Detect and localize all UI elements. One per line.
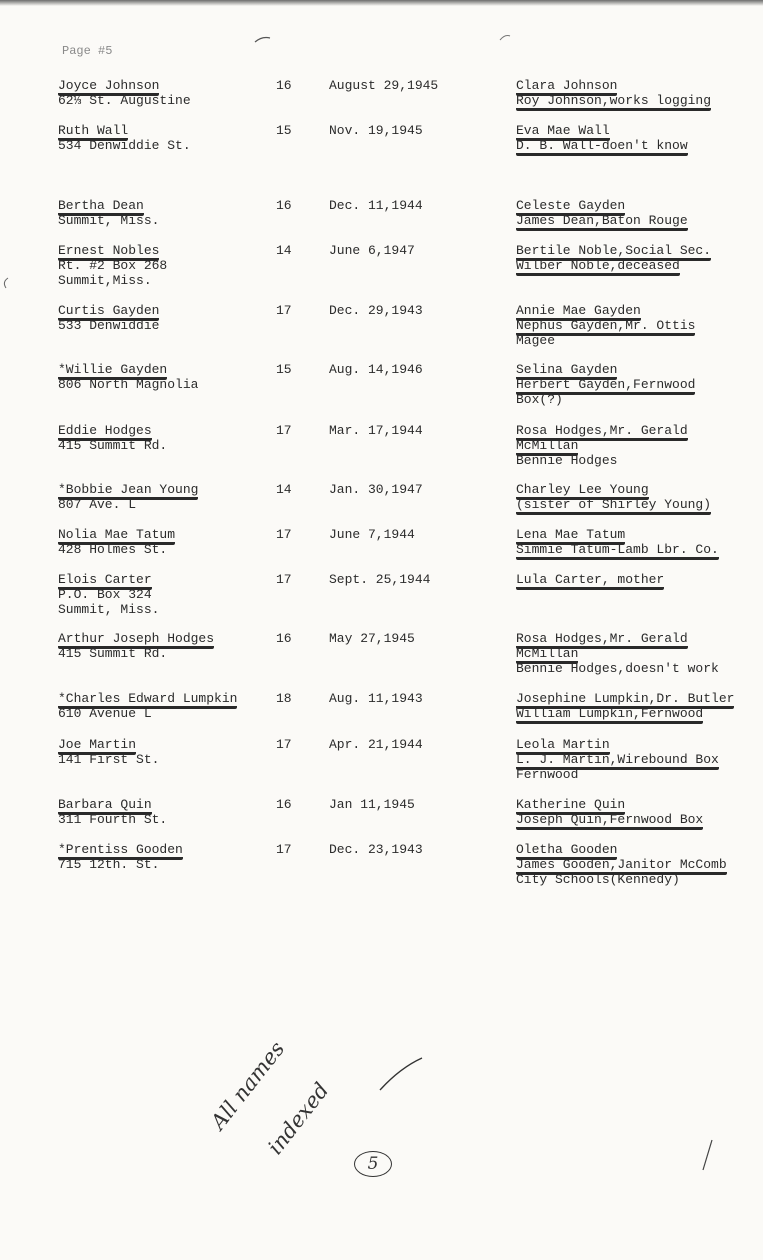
student-name: Eddie Hodges: [58, 423, 152, 441]
student-age: 17: [276, 303, 292, 318]
student-address: P.O. Box 324: [58, 587, 152, 602]
parent-info: Charley Lee Young: [516, 482, 649, 500]
student-age: 15: [276, 362, 292, 377]
student-name: Ruth Wall: [58, 123, 128, 141]
student-age: 17: [276, 842, 292, 857]
parent-info: Fernwood: [516, 767, 579, 782]
parent-info: Wilber Noble,deceased: [516, 258, 680, 276]
birth-date: May 27,1945: [329, 631, 415, 646]
pen-tick-mark: [500, 36, 510, 41]
handwritten-note-line-1: All names: [206, 1036, 290, 1134]
parent-info: D. B. Wall-doen't know: [516, 138, 688, 156]
student-name: Ernest Nobles: [58, 243, 159, 261]
student-age: 17: [276, 737, 292, 752]
student-address: 62⅓ St. Augustine: [58, 93, 191, 108]
student-name: Nolia Mae Tatum: [58, 527, 175, 545]
parent-info: Bertile Noble,Social Sec.: [516, 243, 711, 261]
parent-info: Lula Carter, mother: [516, 572, 664, 590]
student-address: 141 First St.: [58, 752, 160, 767]
parent-info: McMillan: [516, 646, 578, 664]
parent-info: Bennie Hodges: [516, 453, 618, 468]
parent-info: Roy Johnson,works logging: [516, 93, 711, 111]
student-age: 16: [276, 797, 292, 812]
student-age: 18: [276, 691, 292, 706]
parent-info: City Schools(Kennedy): [516, 872, 680, 887]
parent-info: Rosa Hodges,Mr. Gerald: [516, 631, 688, 649]
parent-info: (sister of Shirley Young): [516, 497, 711, 515]
parent-info: Simmie Tatum-Lamb Lbr. Co.: [516, 542, 719, 560]
student-age: 16: [276, 631, 292, 646]
parent-info: Clara Johnson: [516, 78, 617, 96]
student-address: 807 Ave. L: [58, 497, 137, 512]
parent-info: Joseph Quin,Fernwood Box: [516, 812, 703, 830]
student-age: 17: [276, 572, 292, 587]
student-address: 415 Summit Rd.: [58, 646, 168, 661]
parent-info: Oletha Gooden: [516, 842, 617, 860]
student-address: 715 12th. St.: [58, 857, 160, 872]
student-address: 311 Fourth St.: [58, 812, 168, 827]
birth-date: Dec. 23,1943: [329, 842, 423, 857]
student-age: 14: [276, 482, 292, 497]
student-age: 16: [276, 78, 292, 93]
parent-info: Lena Mae Tatum: [516, 527, 625, 545]
parent-info: Eva Mae Wall: [516, 123, 610, 141]
parent-info: McMillan: [516, 438, 578, 456]
parent-info: William Lumpkin,Fernwood: [516, 706, 703, 724]
student-age: 17: [276, 527, 292, 542]
student-address: 610 Avenue L: [58, 706, 152, 721]
parent-info: Magee: [516, 333, 556, 348]
student-name: Joyce Johnson: [58, 78, 159, 96]
student-name: *Charles Edward Lumpkin: [58, 691, 237, 709]
birth-date: June 7,1944: [329, 527, 415, 542]
parent-info: James Gooden,Janitor McComb: [516, 857, 727, 875]
parent-info: Box(?): [516, 392, 563, 407]
parent-info: L. J. Martin,Wirebound Box: [516, 752, 719, 770]
parent-info: James Dean,Baton Rouge: [516, 213, 688, 231]
student-age: 14: [276, 243, 292, 258]
student-address: Rt. #2 Box 268: [58, 258, 168, 273]
student-name: Arthur Joseph Hodges: [58, 631, 214, 649]
page-label: Page #5: [62, 44, 113, 58]
student-address: Summit, Miss.: [58, 213, 160, 228]
parent-info: Herbert Gayden,Fernwood: [516, 377, 695, 395]
parent-info: Josephine Lumpkin,Dr. Butler: [516, 691, 734, 709]
student-name: Barbara Quin: [58, 797, 152, 815]
student-address: 533 Denwiddie: [58, 318, 160, 333]
parent-info: Katherine Quin: [516, 797, 625, 815]
student-name: Curtis Gayden: [58, 303, 159, 321]
student-age: 16: [276, 198, 292, 213]
birth-date: Sept. 25,1944: [329, 572, 431, 587]
pen-stroke: [380, 1058, 422, 1090]
student-address: 428 Holmes St.: [58, 542, 168, 557]
birth-date: Mar. 17,1944: [329, 423, 423, 438]
student-age: 15: [276, 123, 292, 138]
student-name: *Prentiss Gooden: [58, 842, 183, 860]
parent-info: Selina Gayden: [516, 362, 617, 380]
pen-stroke: [703, 1140, 712, 1170]
circled-page-number: 5: [354, 1151, 392, 1177]
student-address: 806 North Magnolia: [58, 377, 199, 392]
pen-stroke: [4, 278, 8, 288]
student-name: *Bobbie Jean Young: [58, 482, 198, 500]
student-age: 17: [276, 423, 292, 438]
birth-date: Dec. 11,1944: [329, 198, 423, 213]
birth-date: Dec. 29,1943: [329, 303, 423, 318]
parent-info: Bennie Hodges,doesn't work: [516, 661, 719, 676]
student-address: 534 Denwiddie St.: [58, 138, 191, 153]
birth-date: August 29,1945: [329, 78, 439, 93]
parent-info: Celeste Gayden: [516, 198, 625, 216]
student-address: Summit, Miss.: [58, 602, 160, 617]
birth-date: Nov. 19,1945: [329, 123, 423, 138]
student-name: *Willie Gayden: [58, 362, 167, 380]
parent-info: Annie Mae Gayden: [516, 303, 641, 321]
birth-date: June 6,1947: [329, 243, 415, 258]
birth-date: Jan 11,1945: [329, 797, 415, 812]
student-name: Joe Martin: [58, 737, 136, 755]
student-address: Summit,Miss.: [58, 273, 152, 288]
birth-date: Aug. 14,1946: [329, 362, 423, 377]
student-address: 415 Summit Rd.: [58, 438, 168, 453]
student-name: Bertha Dean: [58, 198, 144, 216]
birth-date: Jan. 30,1947: [329, 482, 423, 497]
handwritten-note-line-2: indexed: [263, 1078, 334, 1159]
pen-tick-mark: [255, 38, 270, 43]
parent-info: Nephus Gayden,Mr. Ottis: [516, 318, 695, 336]
student-name: Elois Carter: [58, 572, 152, 590]
parent-info: Rosa Hodges,Mr. Gerald: [516, 423, 688, 441]
parent-info: Leola Martin: [516, 737, 610, 755]
birth-date: Apr. 21,1944: [329, 737, 423, 752]
birth-date: Aug. 11,1943: [329, 691, 423, 706]
